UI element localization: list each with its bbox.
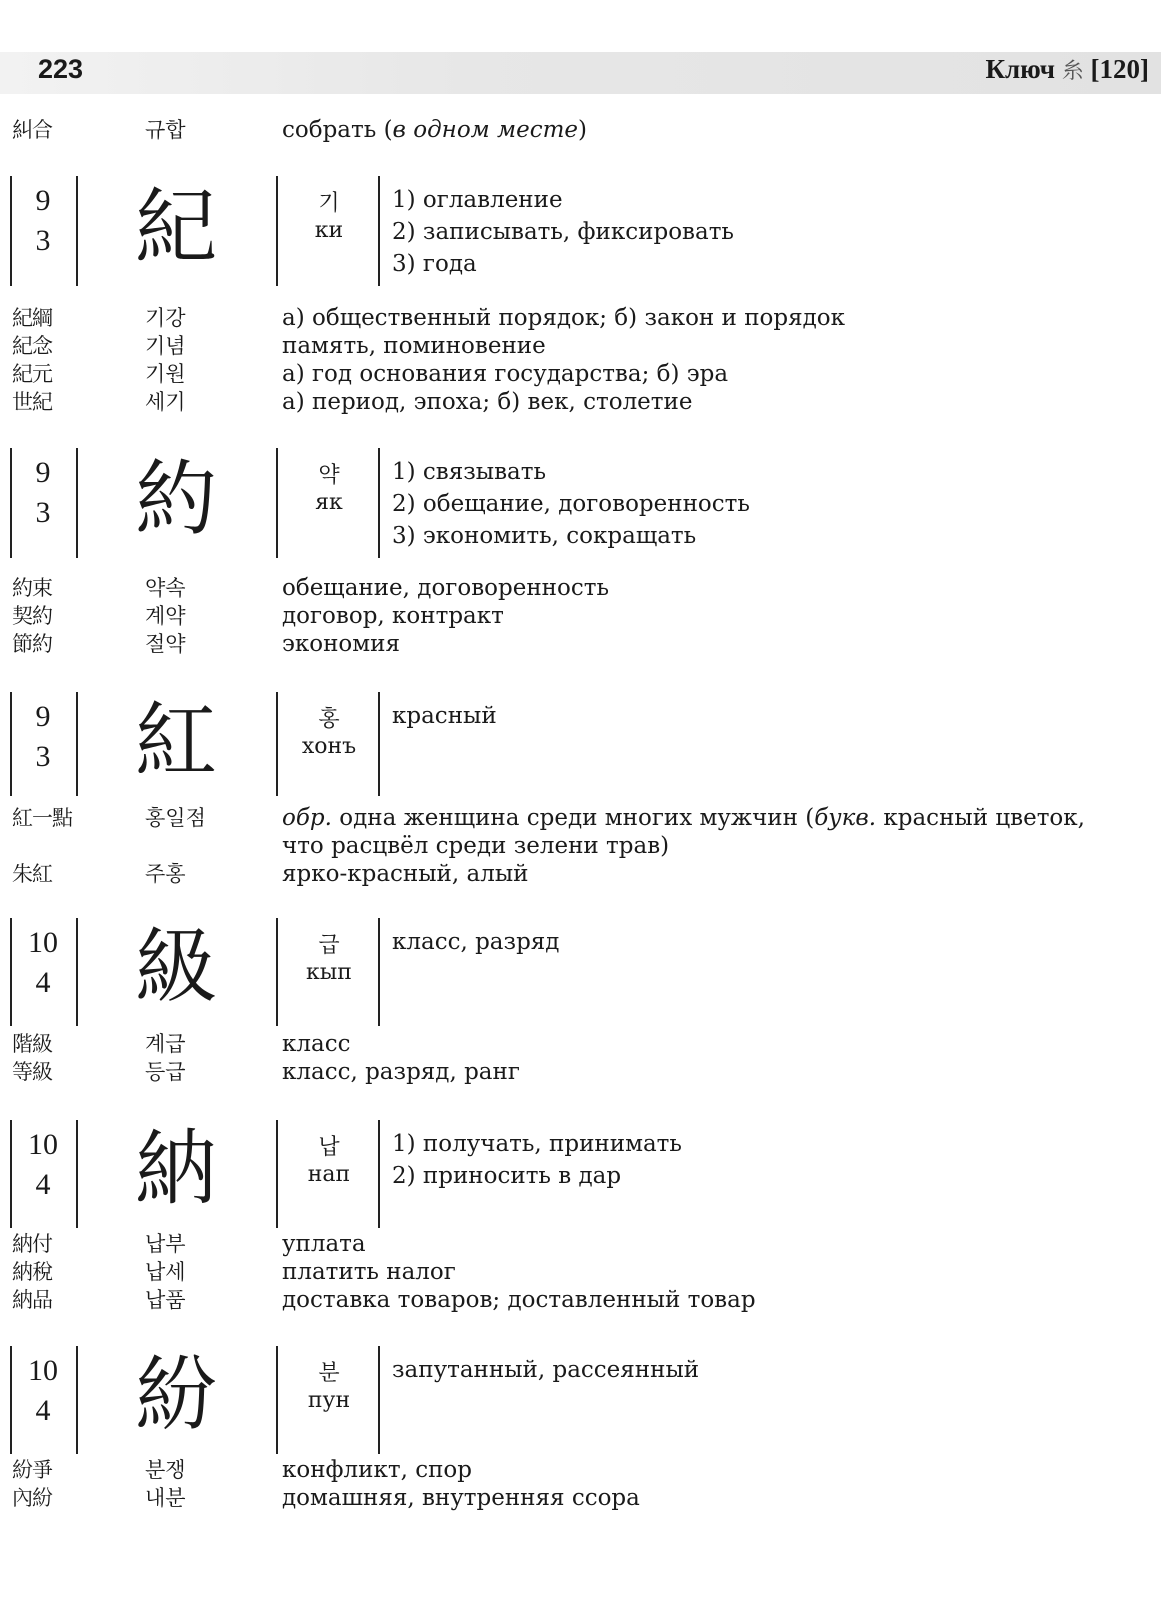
meaning: 3) года [392, 251, 477, 277]
hangul-reading: 약 [318, 463, 340, 488]
meaning: 1) оглавление [392, 187, 563, 213]
radical-extra-strokes: 3 [35, 740, 51, 773]
hangul-reading: 분 [318, 1361, 340, 1386]
stroke-count: 10 [28, 1128, 58, 1161]
meaning: красный [392, 703, 497, 729]
compound-definition: память, поминовение [282, 333, 546, 359]
headword-character: 級 [134, 920, 217, 1015]
hangul-reading: 납 [318, 1135, 340, 1160]
compound-hangul: 약속 [145, 576, 186, 600]
compound-hanja: 約束 [12, 576, 52, 600]
compound-definition: экономия [282, 631, 401, 657]
cyrillic-reading: пун [307, 1388, 351, 1413]
compound-hangul: 기원 [145, 362, 186, 386]
compound-row [12, 1456, 1152, 1484]
compound-hangul: 절약 [145, 632, 186, 656]
key-word: Ключ [985, 54, 1055, 84]
compound-definition: ярко-красный, алый [282, 861, 529, 887]
compound-row [12, 1058, 1152, 1086]
meaning: запутанный, рассеянный [392, 1357, 700, 1383]
compound-hangul: 납부 [145, 1232, 186, 1256]
compound-row [12, 602, 1152, 630]
compound-hanja: 節約 [12, 632, 52, 656]
compound-row [12, 360, 1152, 388]
meaning: 3) экономить, сокращать [392, 523, 697, 549]
radical-extra-strokes: 4 [35, 1168, 51, 1201]
character-entry [0, 1346, 1161, 1454]
compound-hanja: 紛爭 [12, 1458, 52, 1482]
compound-definition: а) период, эпоха; б) век, столетие [282, 389, 693, 415]
headword-character: 納 [134, 1122, 217, 1217]
stroke-count: 10 [28, 926, 58, 959]
page-number: 223 [38, 54, 84, 84]
compound-hanja: 紀綱 [12, 306, 52, 330]
compound-definition: домашняя, внутренняя ссора [282, 1485, 640, 1511]
character-entry [0, 918, 1161, 1026]
compound-hanja: 契約 [12, 604, 52, 628]
compound-hanja: 紀元 [12, 362, 52, 386]
compound-row [12, 860, 1152, 888]
compound-definition: класс [282, 1031, 351, 1057]
compound-hangul: 계급 [145, 1032, 186, 1056]
compound-definition: уплата [282, 1231, 366, 1257]
compound-definition: договор, контракт [282, 603, 504, 629]
compound-hangul: 납품 [145, 1288, 186, 1312]
meaning: 1) получать, принимать [392, 1131, 682, 1157]
stroke-count: 9 [35, 184, 51, 217]
compound-hanja: 紀念 [12, 334, 52, 358]
compound-hanja: 納品 [12, 1288, 52, 1312]
key-number: [120] [1090, 54, 1149, 84]
radical-extra-strokes: 4 [35, 966, 51, 999]
compound-hanja: 內紛 [12, 1486, 52, 1510]
radical-extra-strokes: 3 [35, 224, 51, 257]
radical-extra-strokes: 3 [35, 496, 51, 529]
compound-row [12, 1230, 1152, 1258]
headword-character: 紅 [134, 694, 217, 789]
compound-row [12, 1286, 1152, 1314]
character-entry [0, 448, 1161, 558]
compound-definition: конфликт, спор [282, 1457, 472, 1483]
compound-definition: а) год основания государства; б) эра [282, 361, 729, 387]
headword-character: 紛 [134, 1348, 217, 1443]
compound-hanja: 世紀 [12, 390, 52, 414]
compound-row [12, 116, 1152, 144]
character-entry [0, 692, 1161, 796]
compound-row [12, 1484, 1152, 1512]
compound-hanja: 等級 [12, 1060, 52, 1084]
compound-hangul: 납세 [145, 1260, 186, 1284]
cyrillic-reading: кып [306, 960, 352, 985]
compound-row [12, 388, 1152, 416]
compound-hanja: 階級 [12, 1032, 52, 1056]
cyrillic-reading: хонъ [301, 734, 357, 759]
compound-definition: доставка товаров; доставленный товар [282, 1287, 756, 1313]
compound-hangul: 등급 [145, 1060, 186, 1084]
cyrillic-reading: ки [314, 218, 344, 243]
hangul-reading: 기 [318, 191, 340, 216]
headword-character: 紀 [134, 180, 217, 275]
meaning: 2) записывать, фиксировать [392, 219, 734, 245]
meaning: 2) приносить в дар [392, 1163, 622, 1189]
compound-hangul: 규합 [145, 118, 186, 142]
compound-hangul: 계약 [145, 604, 186, 628]
compound-hangul: 세기 [145, 390, 186, 414]
compound-hanja: 納稅 [12, 1260, 52, 1284]
compound-row [12, 574, 1152, 602]
hangul-reading: 홍 [318, 707, 340, 732]
radical-key-label [985, 54, 1149, 85]
compound-definition: платить налог [282, 1259, 456, 1285]
compound-definition: обещание, договоренность [282, 575, 609, 601]
hangul-reading: 급 [318, 933, 340, 958]
character-entry [0, 176, 1161, 286]
key-radical: 糸 [1061, 59, 1084, 84]
compound-hangul: 분쟁 [145, 1458, 186, 1482]
compound-hanja: 納付 [12, 1232, 52, 1256]
compound-hangul: 기념 [145, 334, 186, 358]
cyrillic-reading: нап [307, 1162, 351, 1187]
stroke-count: 9 [35, 456, 51, 489]
compound-hanja: 糾合 [12, 118, 52, 142]
character-entry [0, 1120, 1161, 1228]
compound-hangul: 홍일점 [145, 806, 206, 830]
compound-definition: обр. одна женщина среди многих мужчин (букв. красный цветок, что расцвёл среди зелени трав) [282, 805, 1085, 859]
compound-row [12, 804, 1152, 860]
radical-extra-strokes: 4 [35, 1394, 51, 1427]
compound-row [12, 630, 1152, 658]
meaning: класс, разряд [392, 929, 560, 955]
compound-definition: а) общественный порядок; б) закон и порядок [282, 305, 845, 331]
compound-row [12, 304, 1152, 332]
compound-hangul: 내분 [145, 1486, 186, 1510]
cyrillic-reading: як [315, 490, 343, 515]
compound-hanja: 朱紅 [12, 862, 52, 886]
stroke-count: 10 [28, 1354, 58, 1387]
meaning: 1) связывать [392, 459, 547, 485]
compound-definition: собрать (в одном месте) [282, 117, 588, 143]
compound-hangul: 주홍 [145, 862, 186, 886]
stroke-count: 9 [35, 700, 51, 733]
headword-character: 約 [134, 452, 217, 547]
compound-row [12, 1258, 1152, 1286]
compound-hanja: 紅一點 [12, 806, 72, 830]
compound-row [12, 332, 1152, 360]
meaning: 2) обещание, договоренность [392, 491, 750, 517]
compound-definition: класс, разряд, ранг [282, 1059, 520, 1085]
compound-row [12, 1030, 1152, 1058]
compound-hangul: 기강 [145, 306, 186, 330]
